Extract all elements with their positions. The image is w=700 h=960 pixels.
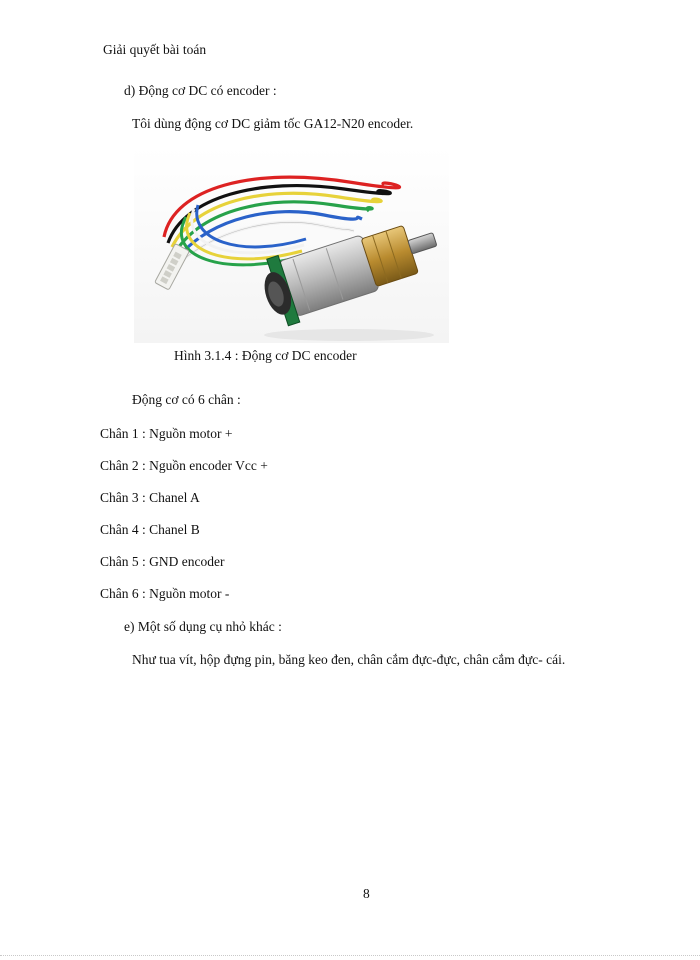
pins-intro: Động cơ có 6 chân : [132,392,241,407]
section-e-heading: e) Một số dụng cụ nhỏ khác : [124,619,282,634]
figure-caption: Hình 3.1.4 : Động cơ DC encoder [174,348,357,363]
page-header: Giải quyết bài toán [103,42,207,57]
motor-illustration [134,147,449,343]
section-d-intro: Tôi dùng động cơ DC giảm tốc GA12-N20 encoder. [132,116,414,131]
pin-item: Chân 5 : GND encoder [100,554,225,569]
section-d-heading: d) Động cơ DC có encoder : [124,83,277,98]
motor-encoder-photo [134,147,449,343]
pin-item: Chân 4 : Chanel B [100,522,200,537]
pin-item: Chân 2 : Nguồn encoder Vcc + [100,458,268,473]
page-number: 8 [363,886,370,901]
pin-item: Chân 3 : Chanel A [100,490,200,505]
section-e-text: Như tua vít, hộp đựng pin, băng keo đen, chân cắm đực-đực, chân cắm đực- cái. [132,652,566,667]
pin-item: Chân 6 : Nguồn motor - [100,586,230,601]
page-bottom-rule [0,955,700,956]
pin-item: Chân 1 : Nguồn motor + [100,426,233,441]
